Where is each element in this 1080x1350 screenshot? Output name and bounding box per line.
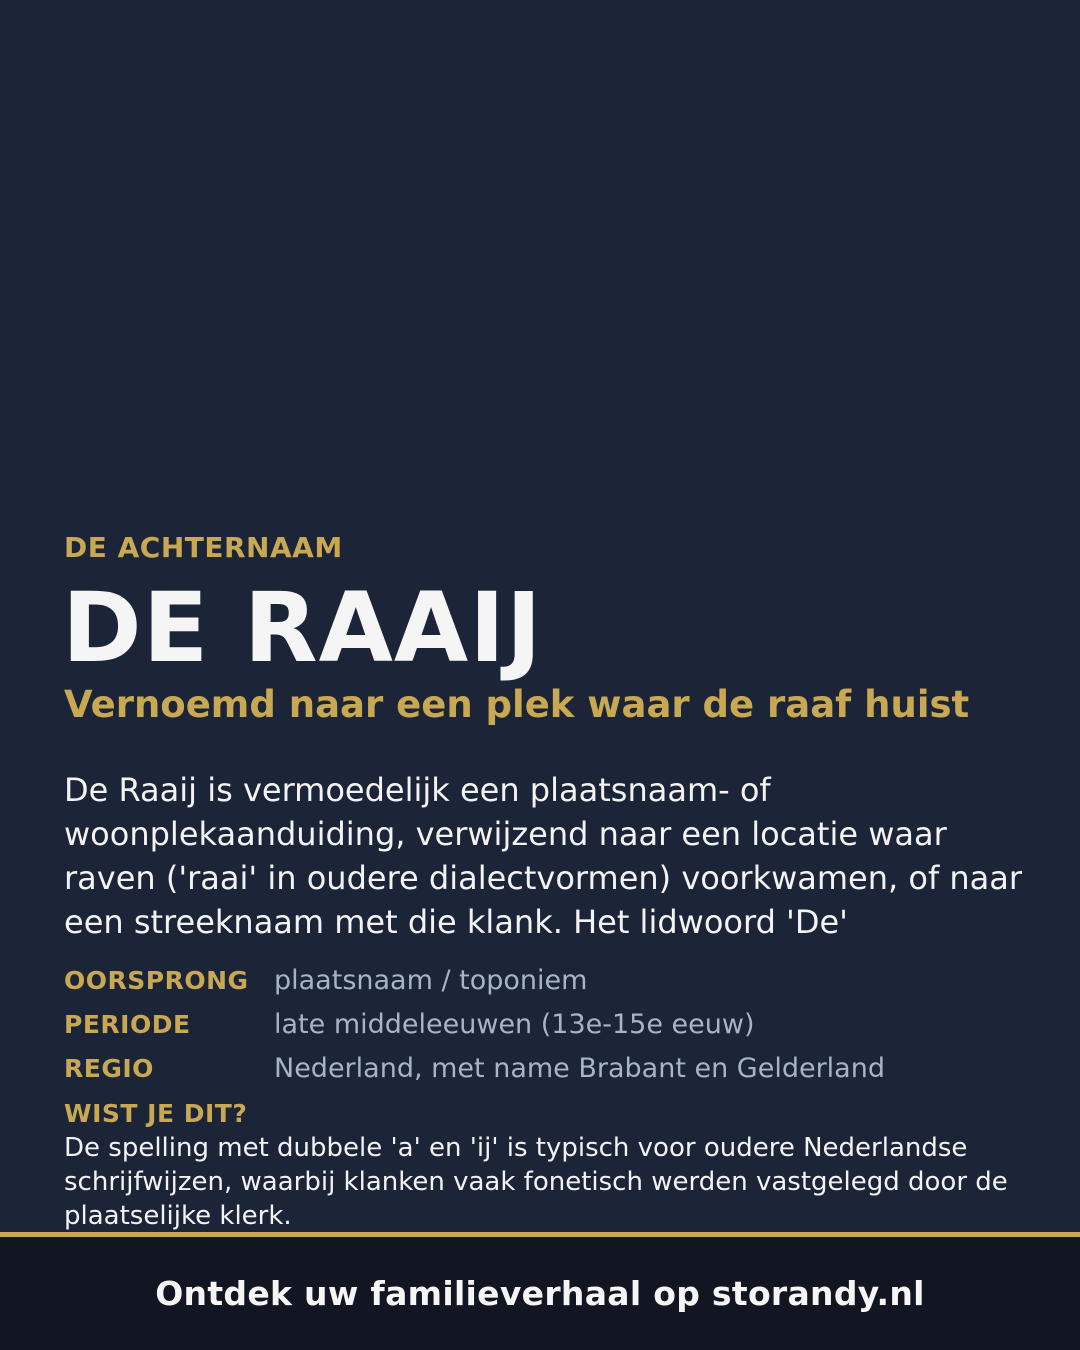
surname-title: DE RAAIJ bbox=[62, 572, 543, 684]
fact-label: REGIO bbox=[64, 1053, 154, 1083]
surname-description: De Raaij is vermoedelijk een plaatsnaam- of woonplekaanduiding, verwijzend naar een locatie waar raven ('raai' in oudere dialectvormen) voorkwamen, of naar een streeknaam met die klank. Het lidwoord 'De' bbox=[64, 771, 1023, 941]
kicker-label: DE ACHTERNAAM bbox=[64, 531, 343, 564]
did-you-know-title: WIST JE DIT? bbox=[64, 1099, 248, 1128]
fact-value: plaatsnaam / toponiem bbox=[274, 964, 588, 996]
fact-row-origin bbox=[64, 958, 1024, 1002]
did-you-know-text: De spelling met dubbele 'a' en 'ij' is typisch voor oudere Nederlandse schrijfwijzen, waarbij klanken vaak fonetisch werden vastgelegd door de plaatselijke klerk. bbox=[64, 1133, 1008, 1231]
fact-label: OORSPRONG bbox=[64, 965, 249, 995]
fact-row-region bbox=[64, 1046, 1024, 1090]
fact-label: PERIODE bbox=[64, 1009, 191, 1039]
surname-subtitle: Vernoemd naar een plek waar de raaf huist bbox=[64, 683, 970, 726]
footer-call-to-action: Ontdek uw familieverhaal op storandy.nl bbox=[155, 1274, 925, 1313]
fact-value: Nederland, met name Brabant en Gelderland bbox=[274, 1052, 885, 1084]
footer-bar bbox=[0, 1237, 1080, 1350]
fact-value: late middeleeuwen (13e-15e eeuw) bbox=[274, 1008, 755, 1040]
facts-list bbox=[64, 958, 1024, 1090]
fact-row-period bbox=[64, 1002, 1024, 1046]
